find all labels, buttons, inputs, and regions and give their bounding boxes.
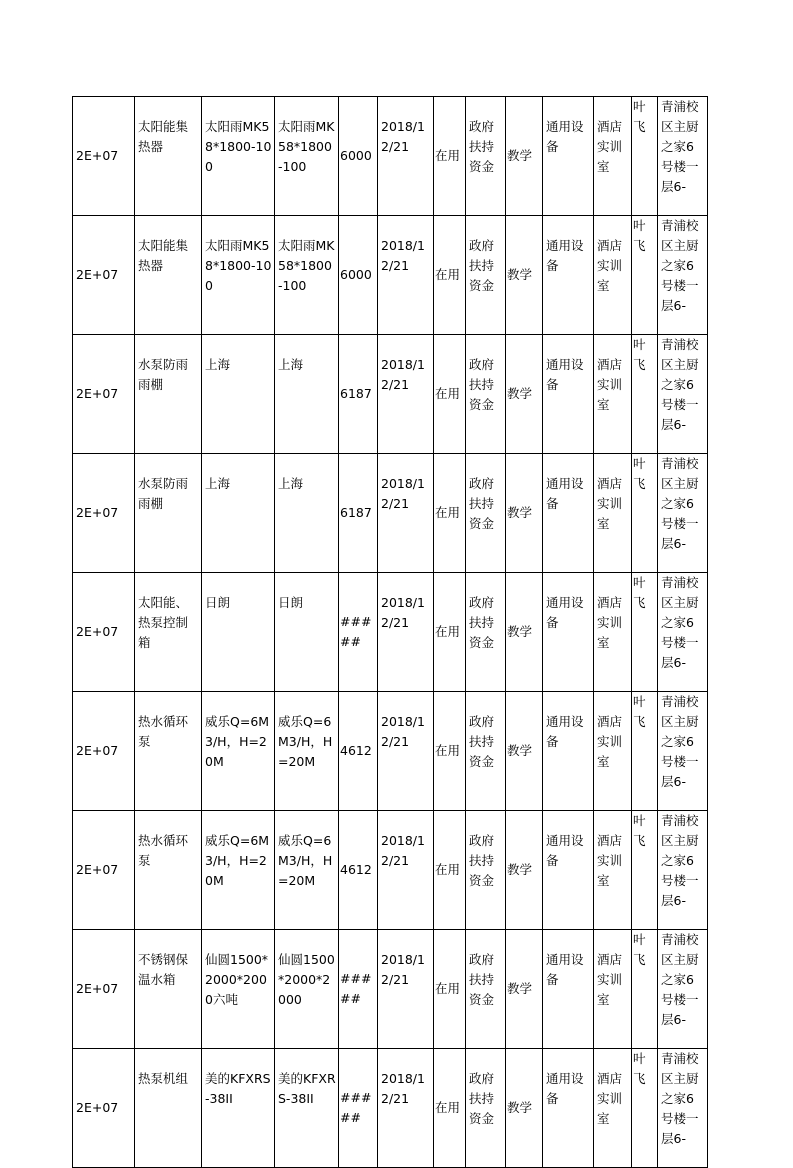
cell-date: 2018/12/21 <box>378 216 434 335</box>
cell-price: ##### <box>339 573 378 692</box>
cell-value: 2E+07 <box>73 930 135 1049</box>
cell-status: 在用 <box>434 216 466 335</box>
table-row <box>73 216 708 335</box>
cell-name: 水泵防雨雨棚 <box>135 454 202 573</box>
cell-status: 在用 <box>434 811 466 930</box>
cell-place: 酒店实训室 <box>594 1049 632 1168</box>
cell-status: 在用 <box>434 454 466 573</box>
cell-funding: 政府扶持资金 <box>466 573 506 692</box>
cell-date: 2018/12/21 <box>378 811 434 930</box>
cell-value: 2E+07 <box>73 97 135 216</box>
cell-date: 2018/12/21 <box>378 97 434 216</box>
cell-price: 4612 <box>339 811 378 930</box>
cell-location: 青浦校区主厨之家6号楼一层6- <box>658 1049 708 1168</box>
cell-model: 威乐Q=6M3/H，H=20M <box>275 692 339 811</box>
cell-keeper: 叶飞 <box>632 97 658 216</box>
table-row <box>73 811 708 930</box>
cell-value: 2E+07 <box>73 692 135 811</box>
cell-date: 2018/12/21 <box>378 335 434 454</box>
cell-usage: 教学 <box>506 97 543 216</box>
cell-keeper: 叶飞 <box>632 573 658 692</box>
cell-name: 热泵机组 <box>135 1049 202 1168</box>
cell-location: 青浦校区主厨之家6号楼一层6- <box>658 930 708 1049</box>
cell-keeper: 叶飞 <box>632 216 658 335</box>
cell-location: 青浦校区主厨之家6号楼一层6- <box>658 216 708 335</box>
cell-name: 太阳能、热泵控制箱 <box>135 573 202 692</box>
cell-price: ##### <box>339 930 378 1049</box>
cell-funding: 政府扶持资金 <box>466 216 506 335</box>
cell-funding: 政府扶持资金 <box>466 930 506 1049</box>
cell-brand: 日朗 <box>202 573 275 692</box>
table-row <box>73 930 708 1049</box>
cell-usage: 教学 <box>506 216 543 335</box>
cell-status: 在用 <box>434 1049 466 1168</box>
cell-name: 太阳能集热器 <box>135 216 202 335</box>
cell-status: 在用 <box>434 573 466 692</box>
cell-location: 青浦校区主厨之家6号楼一层6- <box>658 97 708 216</box>
table-row <box>73 573 708 692</box>
table-row <box>73 1049 708 1168</box>
cell-model: 仙圆1500*2000*2000 <box>275 930 339 1049</box>
cell-value: 2E+07 <box>73 335 135 454</box>
cell-brand: 上海 <box>202 335 275 454</box>
cell-brand: 仙圆1500*2000*2000六吨 <box>202 930 275 1049</box>
cell-place: 酒店实训室 <box>594 811 632 930</box>
cell-keeper: 叶飞 <box>632 811 658 930</box>
cell-location: 青浦校区主厨之家6号楼一层6- <box>658 335 708 454</box>
cell-model: 太阳雨MK58*1800-100 <box>275 216 339 335</box>
cell-date: 2018/12/21 <box>378 1049 434 1168</box>
cell-location: 青浦校区主厨之家6号楼一层6- <box>658 692 708 811</box>
cell-date: 2018/12/21 <box>378 454 434 573</box>
cell-model: 上海 <box>275 454 339 573</box>
cell-keeper: 叶飞 <box>632 454 658 573</box>
cell-funding: 政府扶持资金 <box>466 1049 506 1168</box>
cell-place: 酒店实训室 <box>594 692 632 811</box>
cell-category: 通用设备 <box>543 454 594 573</box>
cell-brand: 威乐Q=6M3/H，H=20M <box>202 811 275 930</box>
cell-funding: 政府扶持资金 <box>466 97 506 216</box>
cell-category: 通用设备 <box>543 216 594 335</box>
asset-table <box>72 96 708 1168</box>
cell-status: 在用 <box>434 335 466 454</box>
cell-name: 不锈钢保温水箱 <box>135 930 202 1049</box>
cell-keeper: 叶飞 <box>632 692 658 811</box>
table-body <box>73 97 708 1168</box>
cell-name: 太阳能集热器 <box>135 97 202 216</box>
cell-funding: 政府扶持资金 <box>466 692 506 811</box>
cell-funding: 政府扶持资金 <box>466 335 506 454</box>
cell-category: 通用设备 <box>543 1049 594 1168</box>
cell-category: 通用设备 <box>543 930 594 1049</box>
cell-usage: 教学 <box>506 573 543 692</box>
cell-name: 热水循环泵 <box>135 811 202 930</box>
cell-usage: 教学 <box>506 930 543 1049</box>
table-row <box>73 97 708 216</box>
cell-place: 酒店实训室 <box>594 930 632 1049</box>
cell-name: 热水循环泵 <box>135 692 202 811</box>
cell-brand: 美的KFXRS-38II <box>202 1049 275 1168</box>
cell-category: 通用设备 <box>543 692 594 811</box>
table-row <box>73 454 708 573</box>
cell-place: 酒店实训室 <box>594 97 632 216</box>
cell-model: 上海 <box>275 335 339 454</box>
cell-status: 在用 <box>434 930 466 1049</box>
cell-location: 青浦校区主厨之家6号楼一层6- <box>658 454 708 573</box>
cell-value: 2E+07 <box>73 1049 135 1168</box>
cell-place: 酒店实训室 <box>594 335 632 454</box>
cell-usage: 教学 <box>506 335 543 454</box>
cell-funding: 政府扶持资金 <box>466 811 506 930</box>
cell-price: 4612 <box>339 692 378 811</box>
cell-model: 美的KFXRS-38II <box>275 1049 339 1168</box>
cell-category: 通用设备 <box>543 335 594 454</box>
cell-value: 2E+07 <box>73 573 135 692</box>
cell-keeper: 叶飞 <box>632 1049 658 1168</box>
cell-name: 水泵防雨雨棚 <box>135 335 202 454</box>
cell-category: 通用设备 <box>543 811 594 930</box>
cell-category: 通用设备 <box>543 97 594 216</box>
cell-date: 2018/12/21 <box>378 692 434 811</box>
cell-brand: 太阳雨MK58*1800-100 <box>202 216 275 335</box>
cell-place: 酒店实训室 <box>594 454 632 573</box>
cell-usage: 教学 <box>506 454 543 573</box>
cell-keeper: 叶飞 <box>632 930 658 1049</box>
cell-model: 日朗 <box>275 573 339 692</box>
cell-value: 2E+07 <box>73 811 135 930</box>
cell-date: 2018/12/21 <box>378 573 434 692</box>
cell-category: 通用设备 <box>543 573 594 692</box>
cell-price: 6187 <box>339 454 378 573</box>
cell-brand: 太阳雨MK58*1800-100 <box>202 97 275 216</box>
cell-brand: 上海 <box>202 454 275 573</box>
cell-keeper: 叶飞 <box>632 335 658 454</box>
cell-price: 6000 <box>339 97 378 216</box>
cell-status: 在用 <box>434 97 466 216</box>
cell-usage: 教学 <box>506 1049 543 1168</box>
cell-usage: 教学 <box>506 811 543 930</box>
table-row <box>73 692 708 811</box>
cell-price: ##### <box>339 1049 378 1168</box>
cell-value: 2E+07 <box>73 454 135 573</box>
cell-model: 太阳雨MK58*1800-100 <box>275 97 339 216</box>
cell-date: 2018/12/21 <box>378 930 434 1049</box>
cell-funding: 政府扶持资金 <box>466 454 506 573</box>
cell-model: 威乐Q=6M3/H，H=20M <box>275 811 339 930</box>
cell-value: 2E+07 <box>73 216 135 335</box>
cell-usage: 教学 <box>506 692 543 811</box>
cell-location: 青浦校区主厨之家6号楼一层6- <box>658 573 708 692</box>
cell-price: 6000 <box>339 216 378 335</box>
cell-place: 酒店实训室 <box>594 216 632 335</box>
cell-brand: 威乐Q=6M3/H，H=20M <box>202 692 275 811</box>
cell-place: 酒店实训室 <box>594 573 632 692</box>
cell-price: 6187 <box>339 335 378 454</box>
table-row <box>73 335 708 454</box>
cell-status: 在用 <box>434 692 466 811</box>
cell-location: 青浦校区主厨之家6号楼一层6- <box>658 811 708 930</box>
